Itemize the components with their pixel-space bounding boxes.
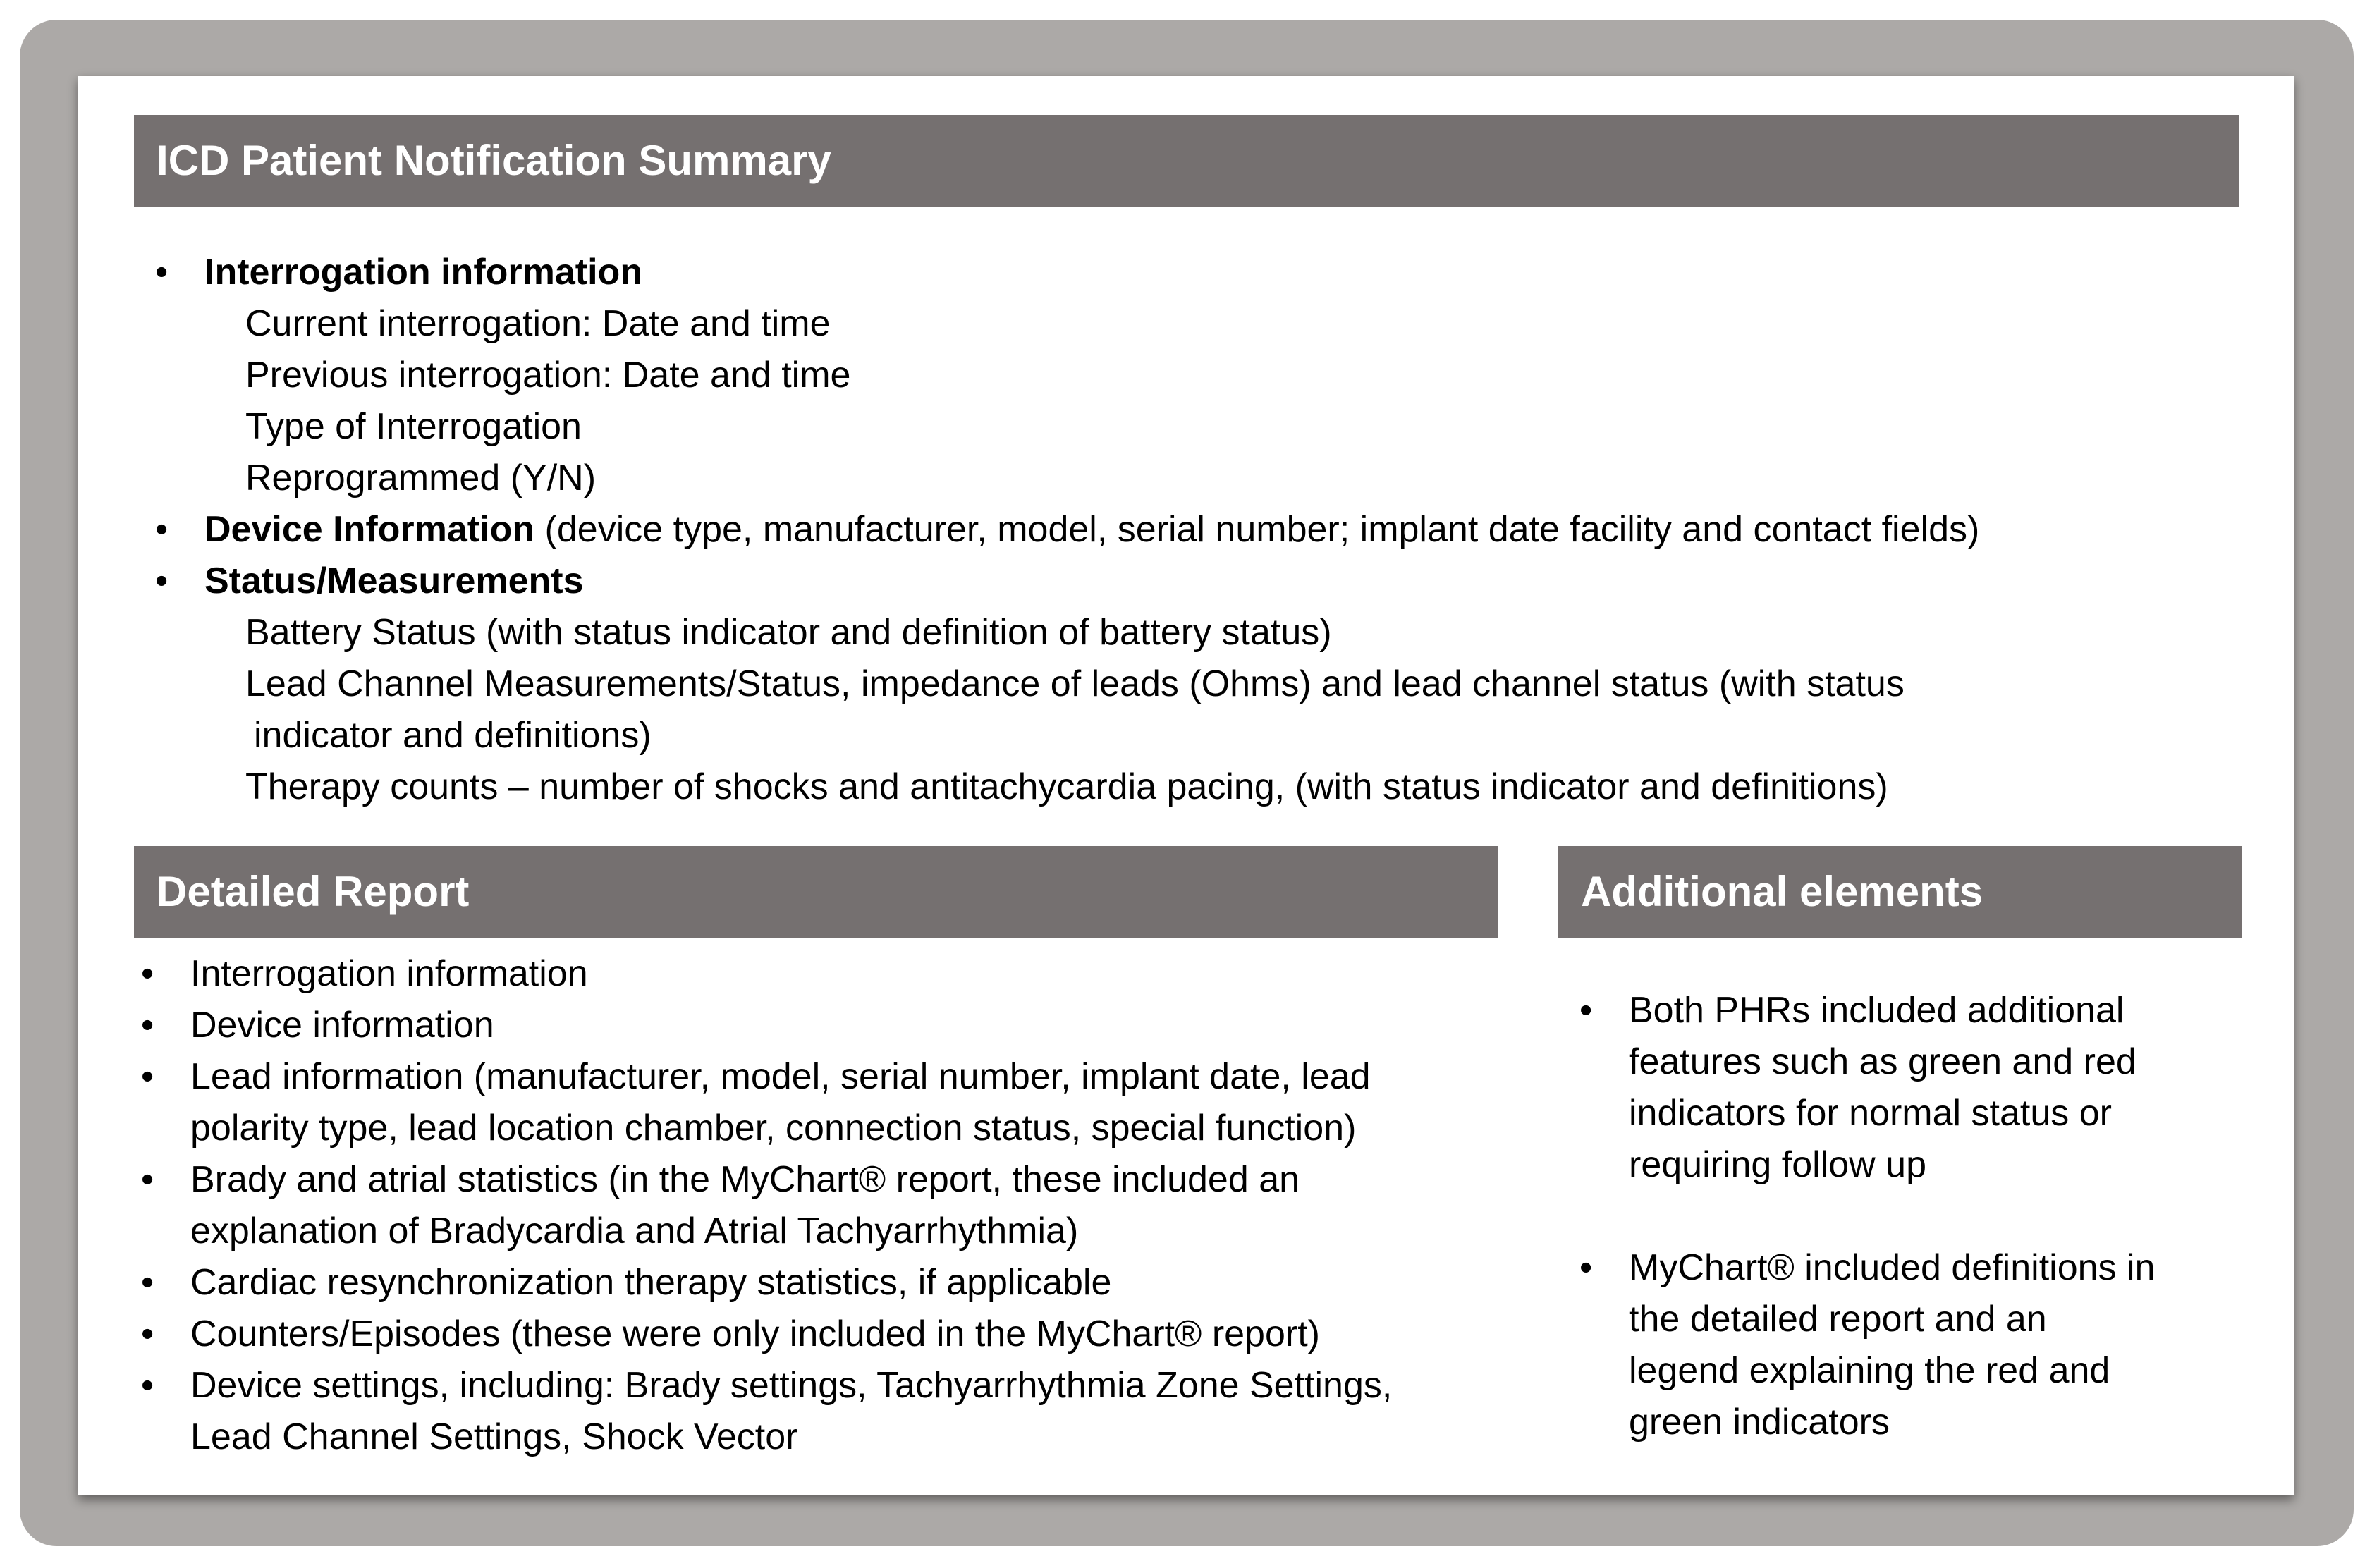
- additional-item-continued: legend explaining the red and: [1629, 1350, 2110, 1391]
- detailed-title: Detailed Report: [157, 868, 470, 915]
- detailed-item-continued: Lead Channel Settings, Shock Vector: [190, 1416, 798, 1457]
- summary-subitem: Battery Status (with status indicator and definition of battery status): [245, 612, 1332, 653]
- detailed-item: • Brady and atrial statistics (in the MyChart® report, these included an: [0, 1154, 1392, 1206]
- additional-item-continued: features such as green and red: [1629, 1041, 2136, 1082]
- summary-subitem: Reprogrammed (Y/N): [245, 458, 597, 498]
- detailed-title-band: [134, 846, 1498, 938]
- detailed-item-continued: explanation of Bradycardia and Atrial Tachyarrhythmia): [190, 1211, 1079, 1251]
- detailed-item: • Device information: [0, 1000, 1392, 1051]
- summary-subitem: Previous interrogation: Date and time: [245, 355, 851, 396]
- detailed-item: • Device settings, including: Brady settings, Tachyarrhythmia Zone Settings,: [0, 1360, 1392, 1411]
- summary-subitem: Lead Channel Measurements/Status, impedance of leads (Ohms) and lead channel status (with status: [245, 663, 1905, 704]
- summary-bullet-device: • Device Information (device type, manufacturer, model, serial number; implant date facility and contact fields): [0, 504, 1979, 556]
- additional-title-band: [1558, 846, 2242, 938]
- detailed-item: • Counters/Episodes (these were only included in the MyChart® report): [0, 1309, 1392, 1360]
- detailed-item: • Interrogation information: [0, 948, 1392, 1000]
- additional-list: [0, 985, 2155, 1448]
- additional-item-continued: requiring follow up: [1629, 1144, 1927, 1185]
- summary-bullet-interrogation: • Interrogation information: [0, 247, 1979, 298]
- detailed-item: • Lead information (manufacturer, model, serial number, implant date, lead: [0, 1051, 1392, 1103]
- additional-item: • Both PHRs included additional: [0, 985, 2155, 1036]
- summary-subitem: Therapy counts – number of shocks and antitachycardia pacing, (with status indicator and definitions): [245, 766, 1888, 807]
- detailed-item: • Cardiac resynchronization therapy statistics, if applicable: [0, 1257, 1392, 1309]
- summary-content: [0, 247, 1979, 813]
- summary-subitem-continued: indicator and definitions): [254, 715, 652, 756]
- summary-title-band: [134, 115, 2239, 207]
- summary-bullet-status: • Status/Measurements: [0, 556, 1979, 607]
- additional-item-continued: the detailed report and an: [1629, 1299, 2047, 1340]
- additional-title: Additional elements: [1581, 868, 1983, 915]
- summary-subitem: Type of Interrogation: [245, 406, 582, 447]
- summary-title: ICD Patient Notification Summary: [157, 137, 831, 184]
- additional-item-continued: indicators for normal status or: [1629, 1093, 2112, 1134]
- additional-item: • MyChart® included definitions in: [0, 1242, 2155, 1294]
- additional-item-continued: green indicators: [1629, 1402, 1890, 1443]
- detailed-item-continued: polarity type, lead location chamber, connection status, special function): [190, 1108, 1357, 1149]
- summary-subitem: Current interrogation: Date and time: [245, 303, 831, 344]
- spacer: [0, 1191, 2155, 1242]
